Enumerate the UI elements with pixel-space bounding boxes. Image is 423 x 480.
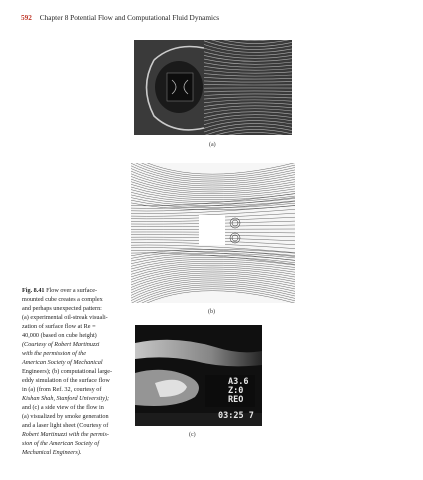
caption-line: Mechanical Engineers). — [22, 449, 82, 456]
caption-line-text: Flow over a surface- — [44, 287, 98, 294]
overlay-text-block — [228, 378, 248, 405]
caption-line: (a) visualized by smoke generation — [22, 413, 109, 420]
caption-line: and (c) a side view of the flow in — [22, 404, 104, 411]
caption-line: with the permission of the — [22, 350, 86, 357]
les-streamline-image — [131, 163, 295, 303]
caption-line: (a) experimental oil-streak visuali- — [22, 314, 108, 321]
figure-number: Fig. 8.41 — [22, 287, 45, 294]
panel-label-b: (b) — [208, 309, 215, 315]
figure-panel-b-les-simulation — [131, 163, 295, 303]
chapter-title: Chapter 8 Potential Flow and Computational Fluid Dynamics — [39, 13, 220, 22]
caption-line — [22, 286, 128, 295]
caption-line: and perhaps unexpected pattern: — [22, 305, 102, 312]
overlay-line-3: REO — [228, 395, 244, 405]
caption-line: zation of surface flow at Re = — [22, 323, 96, 330]
caption-line: sion of the American Society of — [22, 440, 100, 447]
caption-line: 40,000 (based on cube height) — [22, 332, 97, 339]
running-head — [21, 13, 219, 22]
oil-streak-image — [134, 40, 292, 135]
caption-line: American Society of Mechanical — [22, 359, 103, 366]
caption-line: in (a) (from Ref. 32, courtesy of — [22, 386, 102, 393]
panel-label-c: (c) — [189, 432, 196, 438]
panel-label-a: (a) — [209, 142, 216, 148]
caption-line: mounted cube creates a complex — [22, 296, 103, 303]
figure-panel-a-oil-streak-photo — [134, 40, 292, 135]
caption-line: and a laser light sheet (Courtesy of — [22, 422, 109, 429]
page-number: 592 — [21, 13, 32, 22]
caption-line: eddy simulation of the surface flow — [22, 377, 110, 384]
figure-caption — [22, 286, 128, 457]
overlay-line-1: A3.6 — [228, 377, 249, 387]
caption-line: Engineers); (b) computational large- — [22, 368, 113, 375]
overlay-timestamp: 03:25 7 — [218, 411, 254, 421]
overlay-line-2: Z:0 — [228, 386, 244, 396]
caption-line: (Courtesy of Robert Martinuzzi — [22, 341, 100, 348]
caption-line: Kishan Shah, Stanford University); — [22, 395, 110, 402]
caption-line: Robert Martinuzzi with the permis- — [22, 431, 109, 438]
figure-panel-c-smoke-visualization — [135, 325, 262, 426]
